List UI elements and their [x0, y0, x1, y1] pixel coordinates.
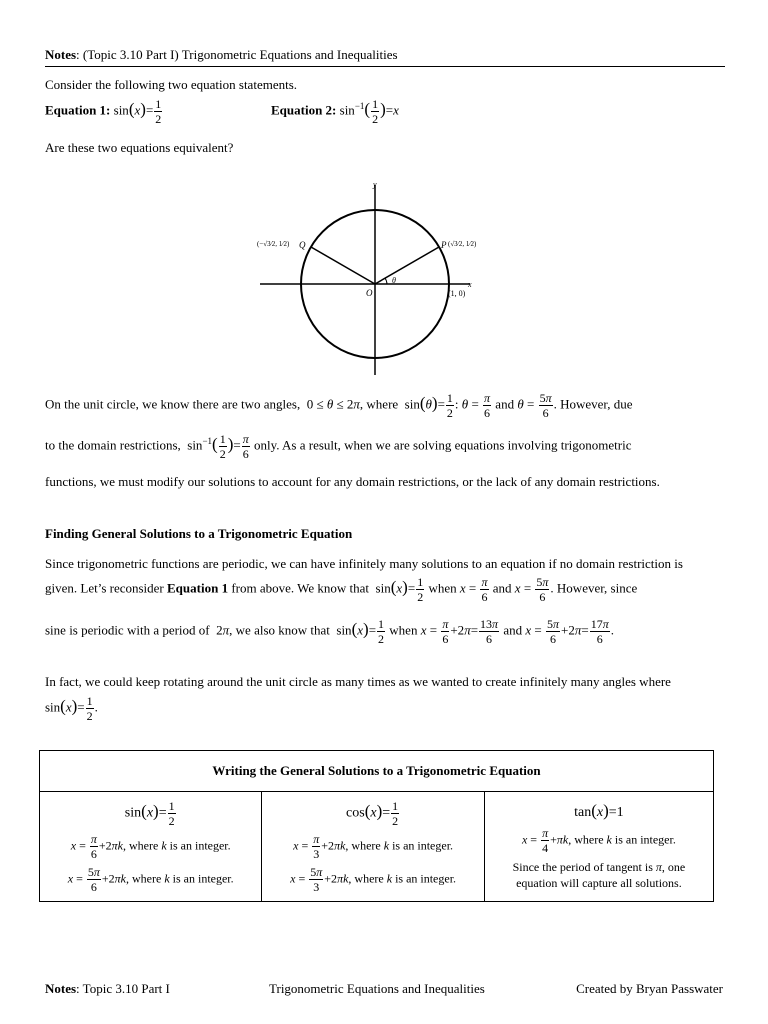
p1-c: and	[495, 396, 515, 412]
tan-note: Since the period of tangent is π, one equation will capture all solutions.	[512, 860, 686, 890]
p1-f: only. As a result, when we are solving equations involving trigonometric	[253, 437, 632, 453]
page-header	[45, 47, 398, 63]
para1-line3: functions, we must modify our solutions to account for any domain restrictions, or the lack of any domain restrictions.	[45, 474, 660, 489]
para1-line2: to the domain restrictions, $\sin^{-1}$( $\frac{1}{2}$ )= $\frac{\pi}{6}$ only. As a result, when we are solving equations involving trigonometric	[45, 432, 632, 461]
p1-e: to the domain restrictions,	[45, 437, 181, 453]
sin-equation: sin(x)= $\frac{1}{2}$	[124, 799, 175, 828]
para2-line2: given. Let’s reconsider Equation 1 from above. We know that sin(x)= $\frac{1}{2}$ when x = $\frac{\pi}{6}$ and x = $\frac{5\pi}{6}$ . However, since	[45, 575, 638, 604]
p1-a: On the unit circle, we know there are two angles,	[45, 396, 301, 412]
ray-oq	[311, 247, 375, 284]
para2-line3: sine is periodic with a period of 2π, we also know that sin(x)= $\frac{1}{2}$ when x = $\frac{\pi}{6}$ +2π= $\frac{13\pi}{6}$ and x = $\frac{5\pi}{6}$ +2π= $\frac{17\pi}{6}$ .	[45, 617, 614, 646]
label-x: x	[468, 280, 472, 289]
p2-g: sine is periodic with a period of	[45, 622, 210, 638]
footer-center: Trigonometric Equations and Inequalities	[269, 981, 485, 996]
footer-left: Notes: Topic 3.10 Part I	[45, 981, 170, 996]
cos-column	[262, 792, 484, 902]
footer-right: Created by Bryan Passwater	[576, 981, 723, 996]
p2-h: , we also know that	[229, 622, 330, 638]
header-title: : (Topic 3.10 Part I) Trigonometric Equations and Inequalities	[76, 47, 398, 62]
label-p: P	[441, 240, 447, 250]
p2-c: from above. We know that	[231, 580, 370, 596]
label-point-1-0: (1, 0)	[448, 289, 466, 298]
p2-a: given. Let’s reconsider	[45, 580, 164, 596]
equation-1: Equation 1: sin(x)= $\frac{1}{2}$	[45, 97, 162, 126]
cos-solution-2: x = $\frac{5\pi}{3}$ +2πk, where k is an integer.	[290, 865, 457, 894]
sin-solution-1: x = $\frac{\pi}{6}$ +2πk, where k is an integer.	[70, 832, 231, 861]
p2-i: when	[389, 622, 418, 638]
eq2-label: Equation 2:	[271, 102, 337, 118]
cos-equation: cos(x)= $\frac{1}{2}$	[346, 799, 399, 828]
para2-line1: Since trigonometric functions are periodic, we can have infinitely many solutions to an equation if no domain restriction is	[45, 556, 683, 571]
label-origin: O	[366, 288, 373, 298]
para3-line1: In fact, we could keep rotating around the unit circle as many times as we wanted to create infinitely many angles where	[45, 674, 671, 689]
p1-b: , where	[359, 396, 399, 412]
table-title: Writing the General Solutions to a Trigonometric Equation	[40, 751, 714, 792]
equation-2: Equation 2: $\sin^{-1}$( $\frac{1}{2}$ )=x	[271, 97, 399, 126]
p2-j: and	[503, 622, 523, 638]
header-rule	[45, 66, 725, 67]
label-theta: θ	[392, 276, 396, 285]
label-y: y	[373, 180, 377, 189]
theta-arc	[385, 278, 387, 284]
sin-solution-2: x = $\frac{5\pi}{6}$ +2πk, where k is an integer.	[67, 865, 234, 894]
p2-d: when	[428, 580, 457, 596]
tan-solution: x = $\frac{\pi}{4}$ +πk, where k is an integer.	[521, 826, 676, 856]
label-q: Q	[299, 240, 306, 250]
point-p-coords: (√3⁄2, 1⁄2)	[448, 240, 477, 248]
p2-e: and	[492, 580, 512, 596]
sin-column	[40, 792, 262, 902]
question-text: Are these two equations equivalent?	[45, 140, 234, 155]
p1-d: . However, due	[553, 396, 633, 412]
p2-f: . However, since	[550, 580, 638, 596]
ray-op	[375, 247, 439, 284]
general-solutions-table	[39, 750, 714, 902]
unit-circle-figure	[255, 175, 485, 375]
point-q-coords: (−√3⁄2, 1⁄2)	[257, 240, 290, 248]
tan-column	[484, 792, 713, 902]
header-notes-label: Notes	[45, 47, 77, 62]
para1-line1: On the unit circle, we know there are two angles, 0 ≤ θ ≤ 2π, where sin(θ)= $\frac{1}{2}$ : θ = $\frac{\pi}{6}$ and θ = $\frac{5\pi}{6}$ . However, due	[45, 391, 633, 420]
para3-line2: sin(x)= $\frac{1}{2}$ .	[45, 694, 98, 723]
cos-solution-1: x = $\frac{\pi}{3}$ +2πk, where k is an integer.	[293, 832, 454, 861]
section-title: Finding General Solutions to a Trigonometric Equation	[45, 526, 353, 541]
tan-equation: tan(x)=1	[574, 801, 624, 821]
eq1-label: Equation 1:	[45, 102, 111, 118]
intro-text: Consider the following two equation statements.	[45, 77, 298, 92]
p2-b: Equation 1	[167, 580, 229, 596]
